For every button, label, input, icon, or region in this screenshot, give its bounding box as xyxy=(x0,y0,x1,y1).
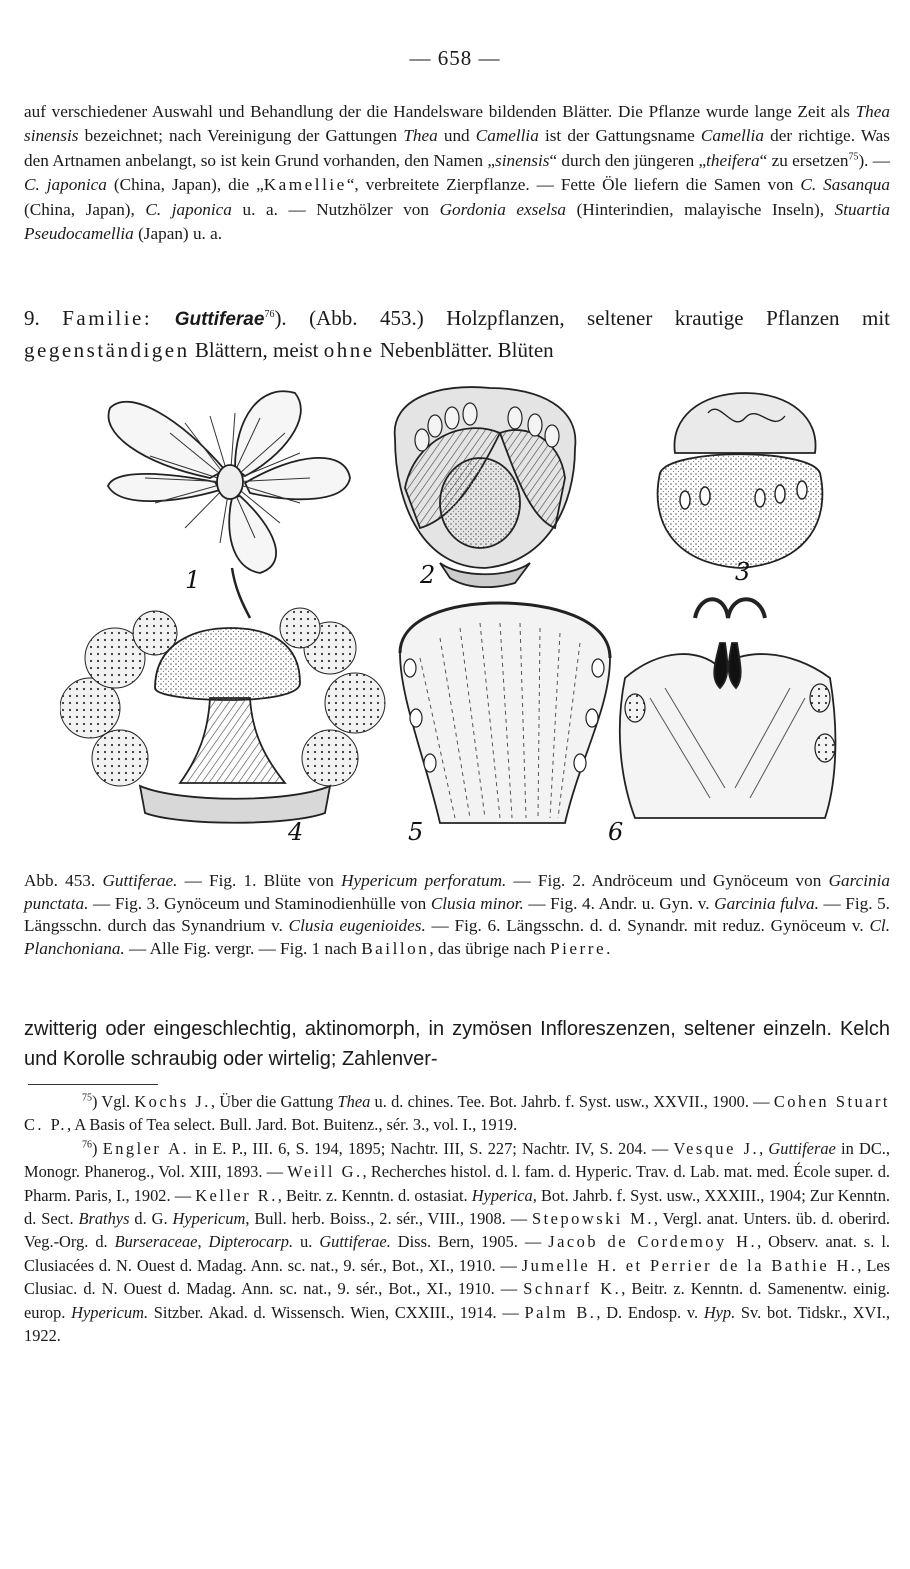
fig5-clusia-eugenioides-drawing xyxy=(400,603,610,823)
paragraph-family-heading: 9. Familie: Guttiferae$^{76}$). (Abb. 453.) Holzpflanzen, seltener krautige Pflanzen mit gegenständigen Blättern, meist ohne Nebenblätter. Blüten xyxy=(24,306,890,362)
paragraph-flower-description: zwitterig oder eingeschlechtig, aktinomorph, in zymösen Infloreszenzen, seltener einzeln. Kelch und Korolle schraubig oder wirtelig; Zahlenver- xyxy=(24,1018,890,1070)
figure-453 xyxy=(60,378,840,850)
fig1-hypericum-flower-drawing xyxy=(108,391,350,618)
fig-label-3: 3 xyxy=(735,558,751,586)
fig2-garcinia-drawing xyxy=(395,387,576,587)
page-number: — 658 — xyxy=(409,46,501,70)
footnote-76: $^{76}$) Engler A. in E. P., III. 6, S. 194, 1895; Nachtr. III, S. 227; Nachtr. IV, S. 204. — Vesque J., Guttiferae in DC., Monogr. Phanerog., Vol. XIII, 1893. — Weill G., Recherches histol. d. l. fam. d. Hyperic. Trav. d. Lab. mat. med. École super. d. Pharm. Paris, I., 1902. — Keller R., Beitr. z. Kenntn. d. ostasiat. Hyperica, Bot. Jahrb. f. Syst. usw., XXXIII., 1904; Zur Kenntn. d. Sect. Brathys d. G. Hypericum, Bull. herb. Boiss., 2. sér., VIII., 1908. — Stepowski M., Vergl. anat. Unters. üb. d. oberird. Veg.-Org. d. Burseraceae, Dipterocarp. u. Guttiferae. Diss. Bern, 1905. — Jacob de Cordemoy H., Observ. anat. s. l. Clusiacées d. N. Ouest d. Madag. Ann. sc. nat., 9. sér., Bot., XI., 1910. — Jumelle H. et Perrier de la Bathie H., Les Clusiac. d. N. Ouest d. Madag. Ann. sc. nat., 9. sér., Bot., XI., 1910. — Schnarf K., Beitr. z. Kenntn. d. Samenentw. einig. europ. Hypericum. Sitzber. Akad. d. Wissensch. Wien, CXXIII., 1914. — Palm B., D. Endosp. v. Hyp. Sv. bot. Tidskr., XVI., 1922. xyxy=(24,1138,891,1346)
fig-label-1: 1 xyxy=(185,566,201,594)
fig-label-5: 5 xyxy=(408,818,424,846)
figure-caption: Abb. 453. Guttiferae. — Fig. 1. Blüte von Hypericum perforatum. — Fig. 2. Andröceum und Gynöceum von Garcinia punctata. — Fig. 3. Gynöceum und Staminodienhülle von Clusia minor. — Fig. 4. Andr. u. Gyn. v. Garcinia fulva. — Fig. 5. Längsschn. durch das Synandrium v. Clusia eugenioides. — Fig. 6. Längsschn. d. d. Synandr. mit reduz. Gynöceum v. Cl. Planchoniana. — Alle Fig. vergr. — Fig. 1 nach Baillon, das übrige nach Pierre. xyxy=(24,871,890,958)
fig-label-2: 2 xyxy=(420,561,436,589)
fig6-clusia-planchoniana-drawing xyxy=(620,599,836,818)
footnote-divider xyxy=(28,1084,158,1085)
fig-label-4: 4 xyxy=(288,818,304,846)
fig-label-6: 6 xyxy=(608,818,624,846)
footnote-ref-75: 75 xyxy=(848,151,859,163)
figure-illustrations xyxy=(60,378,840,850)
family-name: Guttiferae xyxy=(174,309,265,330)
fig4-garcinia-fulva-drawing xyxy=(60,608,385,823)
paragraph-thea: auf verschiedener Auswahl und Behandlung der die Handelsware bildenden Blätter. Die Pflanze wurde lange Zeit als Thea sinensis bezeichnet; nach Vereinigung der Gattungen Thea und Camellia ist der Gattungsname Camellia der richtige. Was den Artnamen anbelangt, so ist kein Grund vorhanden, den Namen „sinensis“ durch den jüngeren „theifera“ zu ersetzen$^{75}$). — C. japonica (China, Japan), die „Kamellie“, verbreitete Zierpflanze. — Fette Öle liefern die Samen von C. Sasanqua (China, Japan), C. japonica u. a. — Nutzhölzer von Gordonia exselsa (Hinterindien, malayische Inseln), Stuartia Pseudocamellia (Japan) u. a. xyxy=(24,102,890,244)
footnote-ref-76: 76 xyxy=(264,309,275,320)
footnote-75: $^{75}$) Vgl. Kochs J., Über die Gattung Thea u. d. chines. Tee. Bot. Jahrb. f. Syst. usw., XXVII., 1900. — Cohen Stuart C. P., A Basis of Tea select. Bull. Jard. Bot. Buitenz., sér. 3., vol. I., 1919. xyxy=(24,1092,890,1135)
footnotes xyxy=(24,1090,890,1347)
fig3-clusia-minor-drawing xyxy=(658,393,823,568)
